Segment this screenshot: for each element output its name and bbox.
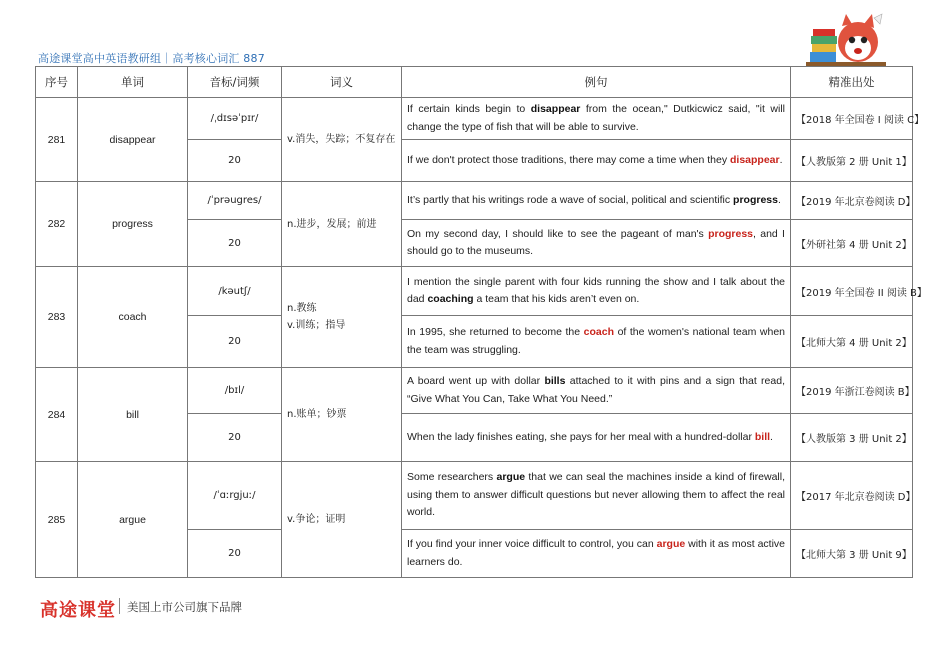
keyword-highlight: progress [708, 227, 754, 240]
column-header-number: 序号 [36, 67, 78, 98]
footer-divider [119, 598, 120, 614]
example-source: 【2019 年浙江卷阅读 B】 [791, 368, 913, 414]
entry-frequency: 20 [188, 530, 282, 578]
entry-phonetic: /kəutʃ/ [188, 267, 282, 316]
keyword-highlight: disappear [730, 153, 780, 166]
example-sentence: A board went up with dollar bills attached to it with pins and a sign that read, “Give What You Can, Take What You Need.” [402, 368, 791, 414]
column-header-word: 单词 [78, 67, 188, 98]
cartoon-mascot-with-books-icon [806, 10, 886, 66]
example-sentence: If certain kinds begin to disappear from the ocean," Dutkicwicz said, "it will change the type of fish that will be able to survive. [402, 98, 791, 140]
column-header-example: 例句 [402, 67, 791, 98]
example-source: 【北师大第 4 册 Unit 2】 [791, 316, 913, 368]
entry-phonetic: /bɪl/ [188, 368, 282, 414]
keyword-highlight: disappear [530, 103, 581, 115]
entry-meaning: n.教练 v.训练；指导 [282, 267, 402, 368]
entry-word: progress [78, 182, 188, 267]
entry-word: bill [78, 368, 188, 462]
example-sentence: When the lady finishes eating, she pays for her meal with a hundred-dollar bill. [402, 414, 791, 462]
entry-number: 281 [36, 98, 78, 182]
entry-word: argue [78, 462, 188, 578]
example-sentence: Some researchers argue that we can seal the machines inside a kind of firewall, using them to answer difficult questions but never allowing them to affect the real world. [402, 462, 791, 530]
example-source: 【2019 年全国卷 II 阅读 B】 [791, 267, 913, 316]
example-source: 【2017 年北京卷阅读 D】 [791, 462, 913, 530]
entry-frequency: 20 [188, 316, 282, 368]
keyword-highlight: bill [754, 430, 771, 443]
keyword-highlight: progress [733, 193, 778, 206]
example-source: 【人教版第 3 册 Unit 2】 [791, 414, 913, 462]
table-row [36, 267, 913, 316]
brand-tagline: 美国上市公司旗下品牌 [127, 600, 242, 614]
example-source: 【北师大第 3 册 Unit 9】 [791, 530, 913, 578]
entry-phonetic: /ˌdɪsəˈpɪr/ [188, 98, 282, 140]
vocabulary-table [35, 66, 927, 578]
table-row [36, 462, 913, 530]
entry-number: 284 [36, 368, 78, 462]
entry-word: disappear [78, 98, 188, 182]
table-row [36, 98, 913, 140]
keyword-highlight: bills [544, 375, 566, 387]
example-sentence: On my second day, I should like to see the pageant of man's progress, and I should go to the museums. [402, 220, 791, 267]
table-row [36, 182, 913, 220]
entry-number: 283 [36, 267, 78, 368]
keyword-highlight: argue [496, 471, 526, 484]
entry-meaning: v.争论；证明 [282, 462, 402, 578]
example-sentence: In 1995, she returned to become the coach of the women's national team when the team was struggling. [402, 316, 791, 368]
entry-number: 285 [36, 462, 78, 578]
table-header-row [36, 67, 913, 98]
column-header-source: 精准出处 [791, 67, 913, 98]
example-source: 【2019 年北京卷阅读 D】 [791, 182, 913, 220]
example-source: 【2018 年全国卷 I 阅读 C】 [791, 98, 913, 140]
entry-word: coach [78, 267, 188, 368]
example-sentence: I mention the single parent with four kids running the show and I talk about the dad coaching a team that his kids aren’t even on. [402, 267, 791, 316]
entry-meaning: n.账单；钞票 [282, 368, 402, 462]
column-header-meaning: 词义 [282, 67, 402, 98]
keyword-highlight: coaching [427, 293, 474, 305]
entry-frequency: 20 [188, 140, 282, 182]
entry-meaning: n.进步，发展；前进 [282, 182, 402, 267]
entry-frequency: 20 [188, 414, 282, 462]
brand-logo: 高途课堂 [40, 600, 116, 621]
entry-frequency: 20 [188, 220, 282, 267]
keyword-highlight: argue [656, 538, 686, 550]
example-sentence: If you find your inner voice difficult to control, you can argue with it as most active learners do. [402, 530, 791, 578]
entry-phonetic: /ˈprəugres/ [188, 182, 282, 220]
example-sentence: It’s partly that his writings rode a wave of social, political and scientific progress. [402, 182, 791, 220]
page-header-title: 高途课堂高中英语教研组｜高考核心词汇 887 [38, 52, 265, 65]
example-source: 【人教版第 2 册 Unit 1】 [791, 140, 913, 182]
example-sentence: If we don't protect those traditions, there may come a time when they disappear. [402, 140, 791, 182]
keyword-highlight: coach [583, 326, 615, 338]
example-source: 【外研社第 4 册 Unit 2】 [791, 220, 913, 267]
table-row [36, 368, 913, 414]
column-header-phonetic-frequency: 音标/词频 [188, 67, 282, 98]
entry-meaning: v.消失，失踪；不复存在 [282, 98, 402, 182]
entry-phonetic: /ˈɑːrgjuː/ [188, 462, 282, 530]
entry-number: 282 [36, 182, 78, 267]
